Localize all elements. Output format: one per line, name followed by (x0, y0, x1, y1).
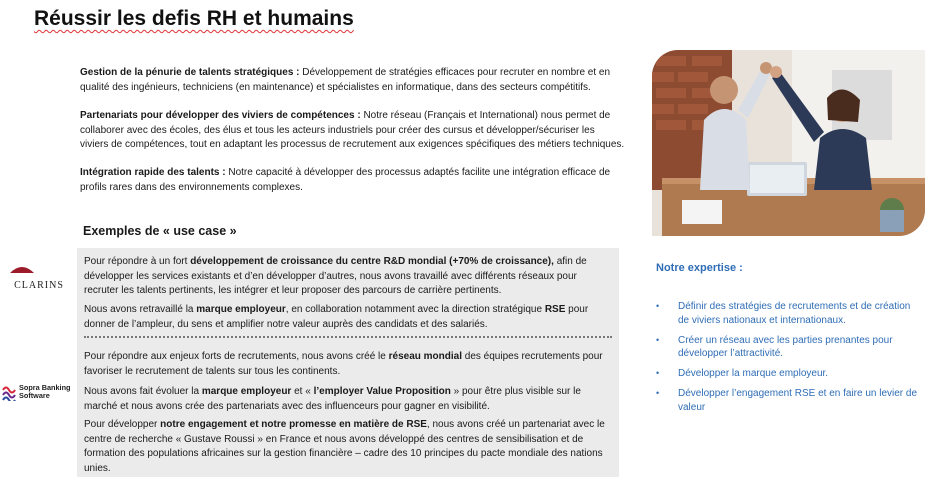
bullet-icon: • (656, 368, 660, 379)
case-text: pour donner de l’ampleur, du sens et amplifier notre valeur auprès des candidats et des salariés. (84, 304, 589, 330)
case-sopra-network (84, 350, 612, 379)
sopra-wordmark-line1: Sopra Banking (19, 383, 71, 392)
clarins-logo (8, 262, 70, 291)
sopra-emblem-icon (2, 385, 16, 401)
case-text: Nous avons retravaillé la (84, 304, 197, 315)
expertise-item (656, 334, 921, 362)
intro-paragraph-partnerships (80, 109, 625, 153)
use-case-panel (77, 248, 619, 477)
clarins-wordmark: CLARINS (14, 280, 64, 291)
page-title: Réussir les defis RH et humains (34, 7, 354, 30)
intro-text: Notre réseau (Français et International) nous permet de collaborer avec des écoles, des élus et tous les acteurs industriels pour créer des cursus et développer/sécuriser les viviers de compétences, tout en adaptant les processus de recrutement aux exigences spécifiques des métiers techniques. (80, 110, 625, 151)
photo-illustration (652, 50, 925, 236)
case-separator (84, 336, 612, 342)
expertise-item-text: Développer la marque employeur. (678, 368, 829, 380)
bullet-icon: • (656, 387, 660, 398)
intro-label: Gestion de la pénurie de talents stratégiques : (80, 67, 300, 78)
case-sopra-csr (84, 418, 612, 476)
team-highfive-photo (652, 50, 925, 236)
case-text: afin de développer les services existants et d’en développer d’autres, nous avons travaillé avec différents réseaux pour recruter les talents pertinents, les intégrer et leur proposer des parcours de carrière pertinents. (84, 256, 587, 297)
case-text: et « (291, 386, 314, 397)
case-text: , nous avons créé un partenariat avec le centre de recherche « Gustave Roussi » en France et nous avons développé des centres de sensibilisation et de formation des populations africaines sur la gestion financière – cadre des 10 principes du pacte mondiale des nations unies. (84, 419, 605, 474)
case-clarins-brand (84, 303, 612, 332)
expertise-item-text: Définir des stratégies de recrutements et de création de viviers nationaux et internationaux. (678, 301, 911, 326)
intro-label: Intégration rapide des talents : (80, 167, 226, 178)
case-text: Pour développer (84, 419, 161, 430)
sopra-wordmark (19, 384, 71, 400)
intro-text: Développement de stratégies efficaces pour recruter en nombre et en qualité des ingénieurs, techniciens (en maintenance) et spécialistes en informatique, dans des secteurs compétitifs. (80, 67, 611, 93)
case-text: , en collaboration notamment avec la direction stratégique (285, 304, 545, 315)
expertise-item-text: Développer l’engagement RSE et en faire un levier de valeur (678, 387, 918, 413)
intro-paragraph-talent-shortage (80, 66, 625, 95)
case-highlight: notre engagement et notre promesse en matière de RSE (160, 419, 427, 430)
case-highlight: développement de croissance du centre R&D mondial (+70% de croissance), (190, 256, 554, 267)
case-highlight: marque employeur (201, 386, 292, 397)
case-highlight: marque employeur (196, 304, 286, 315)
bullet-icon: • (656, 301, 660, 311)
case-text: des équipes recrutements pour favoriser le recrutement de talents sur tous les continents. (84, 351, 603, 377)
expertise-item (656, 387, 921, 415)
bullet-icon: • (656, 334, 660, 345)
sopra-wordmark-line2: Software (19, 391, 50, 400)
case-highlight: l’employer Value Proposition (313, 386, 451, 397)
examples-heading: Exemples de « use case » (83, 224, 237, 238)
case-sopra-brand (84, 385, 612, 414)
expertise-item (656, 300, 921, 328)
expertise-item (656, 367, 921, 381)
intro-text: Notre capacité à développer des processus adaptés facilite une intégration efficace de profils rares dans des environnements complexes. (80, 167, 611, 193)
case-text: » pour être plus visible sur le marché et nous avons crée des partenariats avec des influenceurs pour gagner en visibilité. (84, 386, 581, 412)
clarins-emblem-icon (8, 264, 36, 274)
sopra-banking-logo (2, 384, 74, 404)
case-text: Nous avons fait évoluer la (84, 386, 202, 397)
expertise-title: Notre expertise : (656, 262, 743, 274)
intro-paragraph-integration (80, 166, 625, 195)
case-clarins-rd (84, 255, 612, 299)
expertise-item-text: Créer un réseau avec les parties prenantes pour développer l’attractivité. (678, 334, 893, 360)
case-highlight: RSE (544, 304, 566, 315)
case-text: Pour répondre aux enjeux forts de recrutements, nous avons créé le (84, 351, 389, 362)
intro-label: Partenariats pour développer des viviers de compétences : (80, 110, 361, 121)
case-highlight: réseau mondial (388, 351, 462, 362)
case-text: Pour répondre à un fort (84, 256, 191, 267)
expertise-list (656, 300, 921, 421)
